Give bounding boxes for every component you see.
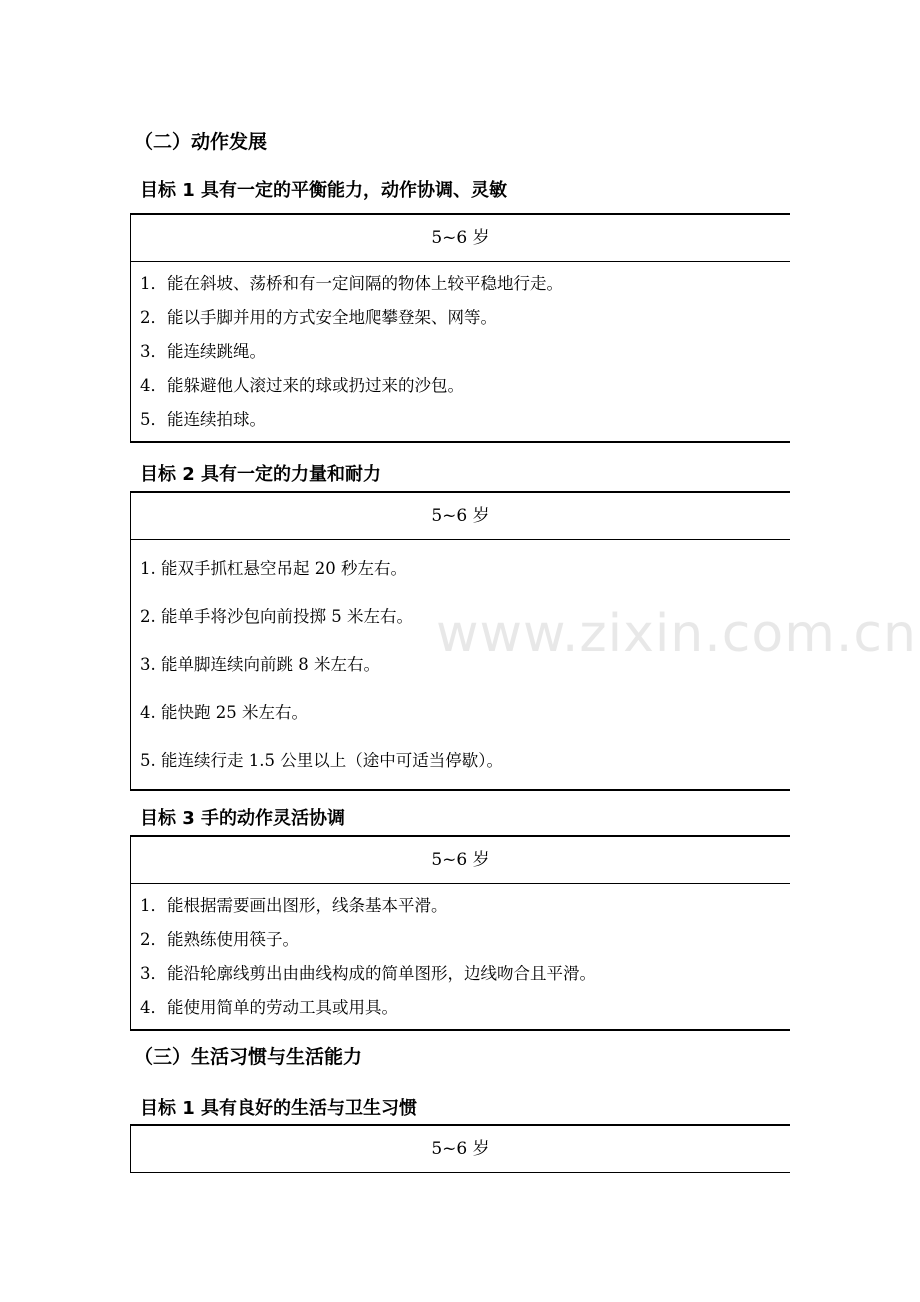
- section-title-life-habits: （三）生活习惯与生活能力: [134, 1046, 363, 1068]
- list-item: 2．能熟练使用筷子。: [140, 930, 299, 949]
- goal3-table: [130, 835, 790, 1031]
- goal1-title: 目标 1 具有一定的平衡能力，动作协调、灵敏: [140, 180, 508, 201]
- goal4-table: [130, 1124, 790, 1173]
- watermark: www.zixin.com.cn: [436, 604, 917, 664]
- list-item: 4. 能快跑 25 米左右。: [140, 703, 308, 722]
- list-item: 3．能连续跳绳。: [140, 342, 266, 361]
- list-item: 4．能躲避他人滚过来的球或扔过来的沙包。: [140, 376, 464, 395]
- goal4-title: 目标 1 具有良好的生活与卫生习惯: [140, 1098, 418, 1119]
- goal2-age-header: 5~6 岁: [131, 493, 790, 540]
- list-item: 2. 能单手将沙包向前投掷 5 米左右。: [140, 607, 413, 626]
- goal3-title: 目标 3 手的动作灵活协调: [140, 808, 346, 829]
- list-item: 3. 能单脚连续向前跳 8 米左右。: [140, 655, 380, 674]
- goal1-table: [130, 213, 790, 443]
- goal2-items: [131, 540, 790, 789]
- goal4-age-header: 5~6 岁: [131, 1126, 790, 1173]
- goal1-items: [131, 262, 790, 441]
- list-item: 3．能沿轮廓线剪出由曲线构成的简单图形，边线吻合且平滑。: [140, 964, 596, 983]
- list-item: 5. 能连续行走 1.5 公里以上（途中可适当停歇）。: [140, 751, 503, 770]
- list-item: 1．能根据需要画出图形，线条基本平滑。: [140, 896, 448, 915]
- list-item: 4．能使用简单的劳动工具或用具。: [140, 998, 398, 1017]
- goal1-age-header: 5~6 岁: [131, 215, 790, 262]
- goal3-age-header: 5~6 岁: [131, 837, 790, 884]
- goal3-items: [131, 884, 790, 1029]
- list-item: 2．能以手脚并用的方式安全地爬攀登架、网等。: [140, 308, 497, 327]
- section-title-motor: （二）动作发展: [134, 131, 268, 153]
- list-item: 1．能在斜坡、荡桥和有一定间隔的物体上较平稳地行走。: [140, 274, 563, 293]
- list-item: 5．能连续拍球。: [140, 410, 266, 429]
- list-item: 1. 能双手抓杠悬空吊起 20 秒左右。: [140, 559, 407, 578]
- goal2-title: 目标 2 具有一定的力量和耐力: [140, 464, 382, 485]
